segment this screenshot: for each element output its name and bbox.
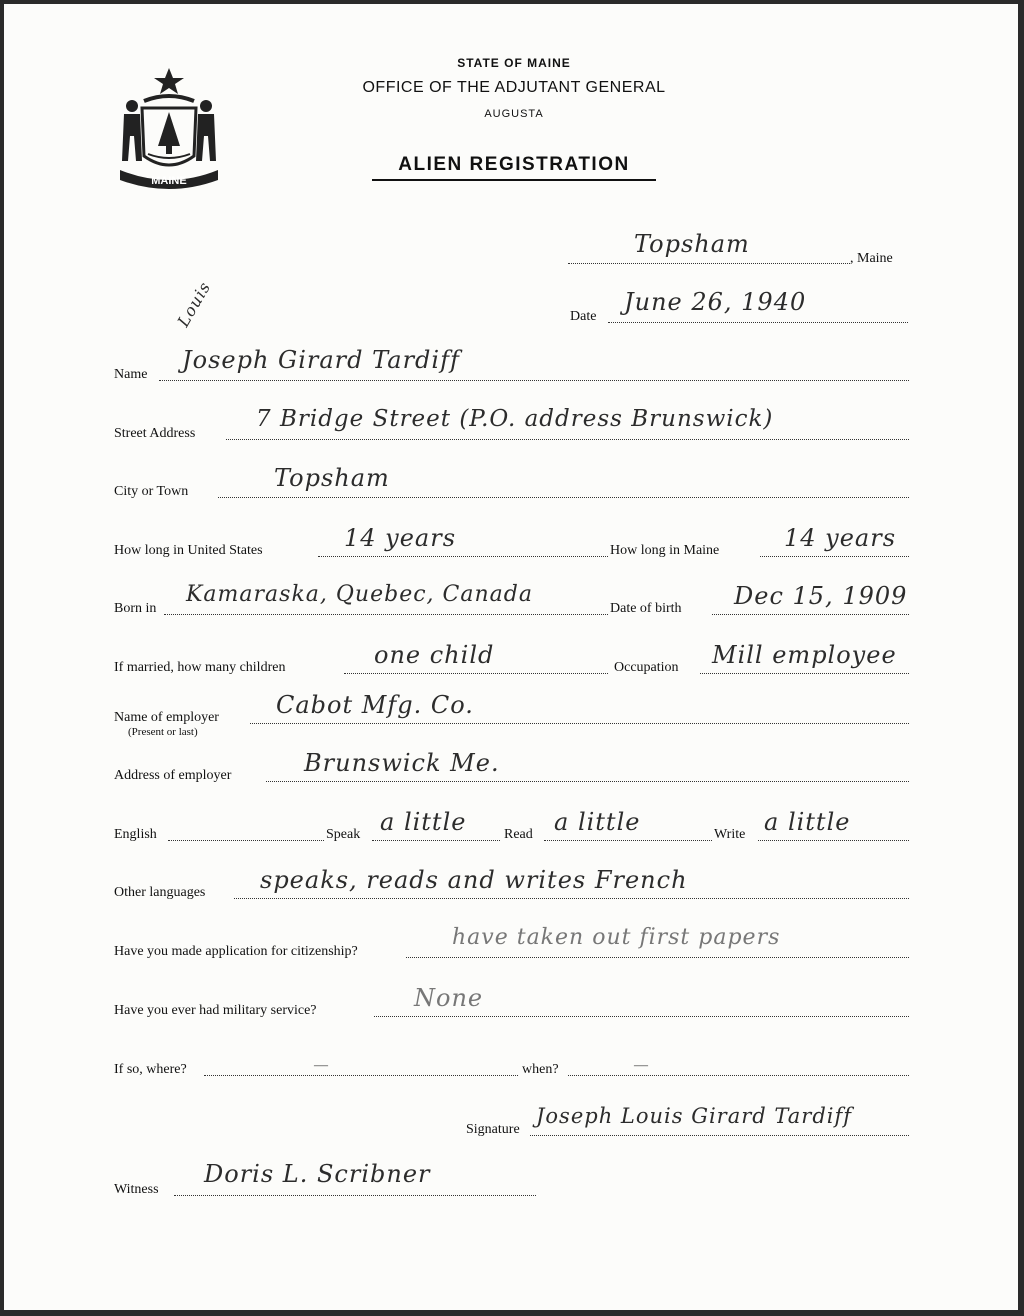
how-long-us-label: How long in United States xyxy=(114,543,263,558)
employer-label: Name of employer xyxy=(114,710,219,725)
employer-line xyxy=(250,723,909,724)
maine-label: , Maine xyxy=(850,251,893,266)
employer-address-value: Brunswick Me. xyxy=(304,749,500,777)
citizenship-line xyxy=(406,957,909,958)
children-line xyxy=(344,673,608,674)
street-line xyxy=(226,439,909,440)
date-label: Date xyxy=(570,309,597,324)
name-label: Name xyxy=(114,367,148,382)
citizenship-label: Have you made application for citizenship? xyxy=(114,944,358,959)
where-value: — xyxy=(314,1058,328,1073)
name-line xyxy=(159,380,909,381)
military-value: None xyxy=(414,984,484,1012)
employer-address-line xyxy=(266,781,909,782)
signature-value: Joseph Louis Girard Tardiff xyxy=(536,1104,853,1128)
born-in-line xyxy=(164,614,608,615)
name-value: Joseph Girard Tardiff xyxy=(182,346,460,374)
dob-line xyxy=(712,614,909,615)
born-in-label: Born in xyxy=(114,601,157,616)
speak-label: Speak xyxy=(326,827,361,842)
header-office: OFFICE OF THE ADJUTANT GENERAL xyxy=(362,79,666,96)
where-line xyxy=(204,1075,518,1076)
witness-line xyxy=(174,1195,536,1196)
where-label: If so, where? xyxy=(114,1062,187,1077)
city-line xyxy=(218,497,909,498)
seal-text: MAINE xyxy=(151,175,187,187)
military-label: Have you ever had military service? xyxy=(114,1003,317,1018)
other-languages-label: Other languages xyxy=(114,885,206,900)
how-long-maine-value: 14 years xyxy=(784,524,897,552)
when-label: when? xyxy=(522,1062,559,1077)
employer-address-label: Address of employer xyxy=(114,768,232,783)
form-title: ALIEN REGISTRATION xyxy=(372,154,656,181)
write-label: Write xyxy=(714,827,746,842)
form-page xyxy=(4,4,1018,1310)
english-label: English xyxy=(114,827,157,842)
signature-label: Signature xyxy=(466,1122,520,1137)
town-value: Topsham xyxy=(634,230,750,258)
state-seal-icon xyxy=(114,66,224,196)
dob-value: Dec 15, 1909 xyxy=(734,582,908,610)
write-line xyxy=(758,840,909,841)
citizenship-value: have taken out first papers xyxy=(452,925,781,950)
employer-note: (Present or last) xyxy=(128,726,198,738)
how-long-maine-line xyxy=(760,556,909,557)
date-line xyxy=(608,322,908,323)
speak-line xyxy=(372,840,500,841)
header-state: STATE OF MAINE xyxy=(457,56,571,70)
speak-value: a little xyxy=(380,808,467,836)
other-languages-line xyxy=(234,898,909,899)
read-line xyxy=(544,840,712,841)
when-value: — xyxy=(634,1058,648,1073)
street-value: 7 Bridge Street (P.O. address Brunswick) xyxy=(256,406,774,432)
street-label: Street Address xyxy=(114,426,196,441)
children-value: one child xyxy=(374,641,495,669)
how-long-maine-label: How long in Maine xyxy=(610,543,720,558)
children-label: If married, how many children xyxy=(114,660,286,675)
date-value: June 26, 1940 xyxy=(624,288,807,316)
write-value: a little xyxy=(764,808,851,836)
born-in-value: Kamaraska, Quebec, Canada xyxy=(186,582,533,607)
witness-value: Doris L. Scribner xyxy=(204,1160,431,1188)
english-line xyxy=(168,840,324,841)
signature-line xyxy=(530,1135,909,1136)
military-line xyxy=(374,1016,909,1017)
how-long-us-line xyxy=(318,556,608,557)
city-label: City or Town xyxy=(114,484,189,499)
occupation-value: Mill employee xyxy=(712,641,897,669)
dob-label: Date of birth xyxy=(610,601,682,616)
when-line xyxy=(568,1075,909,1076)
employer-value: Cabot Mfg. Co. xyxy=(276,691,474,719)
occupation-line xyxy=(700,673,909,674)
header-city: AUGUSTA xyxy=(484,108,544,120)
city-value: Topsham xyxy=(274,464,390,492)
occupation-label: Occupation xyxy=(614,660,679,675)
town-line xyxy=(568,263,850,264)
how-long-us-value: 14 years xyxy=(344,524,457,552)
read-label: Read xyxy=(504,827,533,842)
name-insert-value: Louis xyxy=(173,278,215,330)
witness-label: Witness xyxy=(114,1182,159,1197)
other-languages-value: speaks, reads and writes French xyxy=(260,866,688,894)
read-value: a little xyxy=(554,808,641,836)
